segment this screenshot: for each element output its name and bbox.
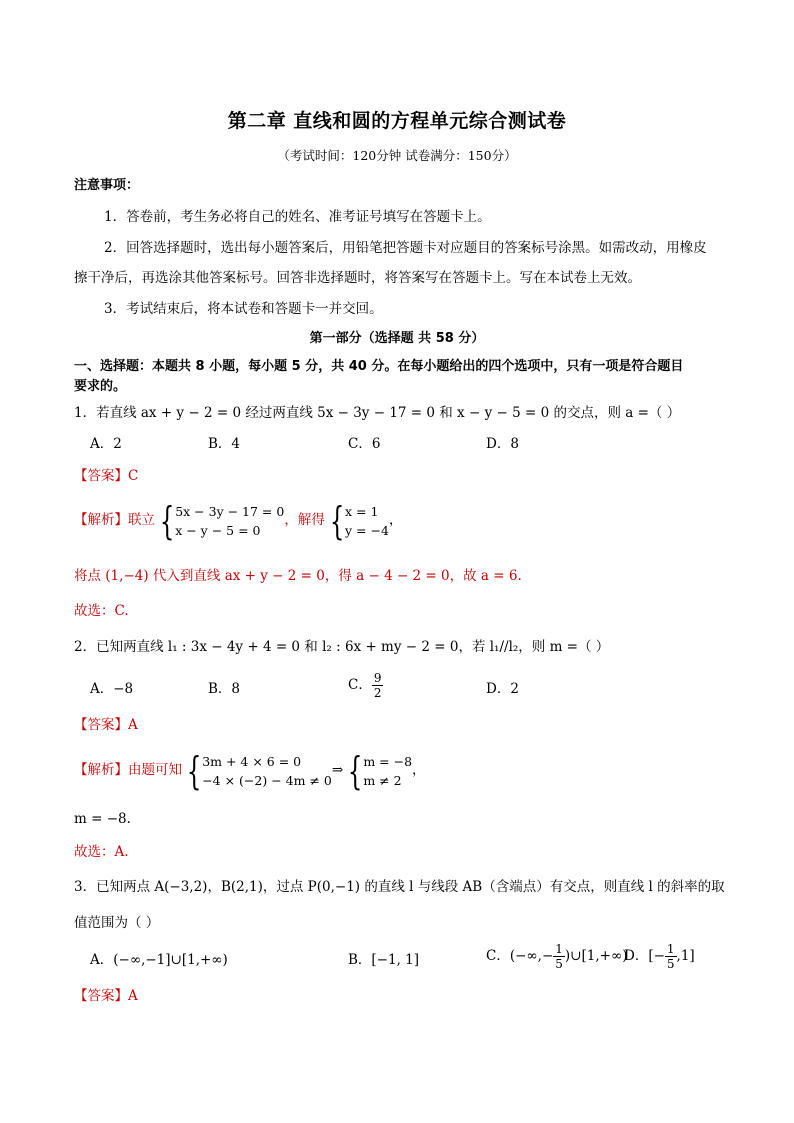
q2-system-2 [363,752,412,790]
q1-answer [74,466,138,486]
answer-label: 【答案】 [74,717,128,733]
fraction-denominator: 5 [555,957,563,971]
fraction-numerator: 1 [666,942,675,956]
q1-choose-value: C. [114,603,129,619]
answer-label: 【答案】 [74,988,128,1004]
q2-system-1-eq2: −4 × (−2) − 4m ≠ 0 [202,772,332,788]
notice-item-3: 3．考试结束后，将本试卷和答题卡一并交回。 [104,301,383,317]
choose-label: 故选： [74,844,115,860]
q1-system-2 [345,502,389,540]
answer-label: 【答案】 [74,468,128,484]
q2-option-b: B．8 [208,681,241,697]
notice-heading: 注意事项： [74,178,140,193]
q1-answer-value: C [128,468,139,484]
page-subtitle: （考试时间：120分钟 试卷满分：150分） [277,148,517,163]
q3-stem-line1: 3．已知两点 A(−3,2)，B(2,1)，过点 P(0,−1) 的直线 l 与线段 AB（含端点）有交点，则直线 l 的斜率的取 [74,879,725,895]
brace-symbol: { [329,498,345,543]
q2-option-a: A．−8 [90,681,134,697]
q3-option-c-pre: C．(−∞,− [486,948,554,964]
brace-symbol: { [347,748,363,793]
q3-option-a: A．(−∞,−1]∪[1,+∞) [90,952,228,968]
fraction-denominator: 2 [373,686,382,700]
q2-option-c [348,671,383,700]
fraction-numerator: 9 [373,671,382,685]
q1-option-a: A．2 [90,436,122,452]
notice-item-2: 2．回答选择题时，选出每小题答案后，用铅笔把答题卡对应题目的答案标号涂黑。如需改动，用橡皮 [104,240,707,256]
q1-option-c: C．6 [348,436,381,452]
q1-system-1-eq2: x − y − 5 = 0 [175,522,261,538]
q2-analysis-prefix: 由题可知 [128,762,182,778]
q2-answer-value: A [128,717,138,733]
analysis-label: 【解析】 [74,762,128,778]
q2-option-d: D．2 [486,681,519,697]
q3-option-d-pre: D．[− [624,948,665,964]
q1-analysis-tail: ， [388,512,403,528]
q2-system-2-eq2: m ≠ 2 [363,772,402,788]
q2-choose-value: A. [114,844,129,860]
q2-system-1-eq1: 3m + 4 × 6 = 0 [202,753,302,769]
analysis-label: 【解析】 [74,512,128,528]
q3-option-c [486,942,627,971]
implies-arrow: ⇒ [331,762,344,778]
notice-item-2-cont: 擦干净后，再选涂其他答案标号。回答非选择题时，将答案写在答题卡上。写在本试卷上无效。 [74,270,641,286]
q2-option-c-fraction [372,671,384,700]
section-instructions: 一、选择题：本题共 8 小题，每小题 5 分，共 40 分。在每小题给出的四个选项中，只有一项是符合题目 [74,359,684,374]
q2-answer [74,715,138,735]
section-instructions-cont: 要求的。 [74,379,127,394]
q1-option-b: B．4 [208,436,241,452]
part1-heading: 第一部分（选择题 共 58 分） [309,331,485,346]
q2-analysis-tail: ， [412,762,426,778]
brace-symbol: { [186,748,202,793]
q1-analysis-mid: ，解得 [284,512,325,528]
q3-stem-line2: 值范围为（ ） [74,915,160,931]
q3-answer-value: A [128,988,138,1004]
q3-option-c-post: )∪[1,+∞) [564,948,628,964]
q3-option-c-fraction [553,942,565,971]
q2-stem: 2．已知两直线 l₁ : 3x − 4y + 4 = 0 和 l₂ : 6x + my − 2 = 0，若 l₁//l₂，则 m =（ ） [74,639,610,655]
q1-system-2-eq2: y = −4 [345,522,389,538]
q1-system-2-eq1: x = 1 [345,503,379,519]
notice-item-1: 1．答卷前，考生务必将自己的姓名、准考证号填写在答题卡上。 [104,209,491,225]
q2-analysis [74,750,426,791]
q3-answer [74,986,138,1006]
q3-option-b: B．[−1, 1] [348,952,420,968]
q2-system-2-eq1: m = −8 [363,753,413,769]
choose-label: 故选： [74,603,115,619]
q1-stem: 1．若直线 ax + y − 2 = 0 经过两直线 5x − 3y − 17 = 0 和 x − y − 5 = 0 的交点，则 a =（ ） [74,405,681,421]
q3-option-d [624,942,695,971]
q1-option-d: D．8 [486,436,519,452]
fraction-numerator: 1 [555,942,563,956]
q1-system-1 [175,502,284,540]
q3-option-d-post: ,1] [676,948,695,964]
q2-analysis-line2: m = −8. [74,811,131,827]
q3-option-d-fraction [665,942,677,971]
q1-analysis-line2: 将点 (1,−4) 代入到直线 ax + y − 2 = 0，得 a − 4 − 2 = 0，故 a = 6. [74,568,522,584]
q2-choose [74,842,129,862]
q1-choose [74,601,129,621]
q1-analysis [74,500,402,541]
page-title: 第二章 直线和圆的方程单元综合测试卷 [227,110,567,132]
q1-system-1-eq1: 5x − 3y − 17 = 0 [175,503,285,519]
q1-analysis-prefix: 联立 [128,512,155,528]
brace-symbol: { [159,498,175,543]
q2-system-1 [202,752,332,790]
q2-option-c-label: C． [348,677,372,693]
fraction-denominator: 5 [666,957,675,971]
